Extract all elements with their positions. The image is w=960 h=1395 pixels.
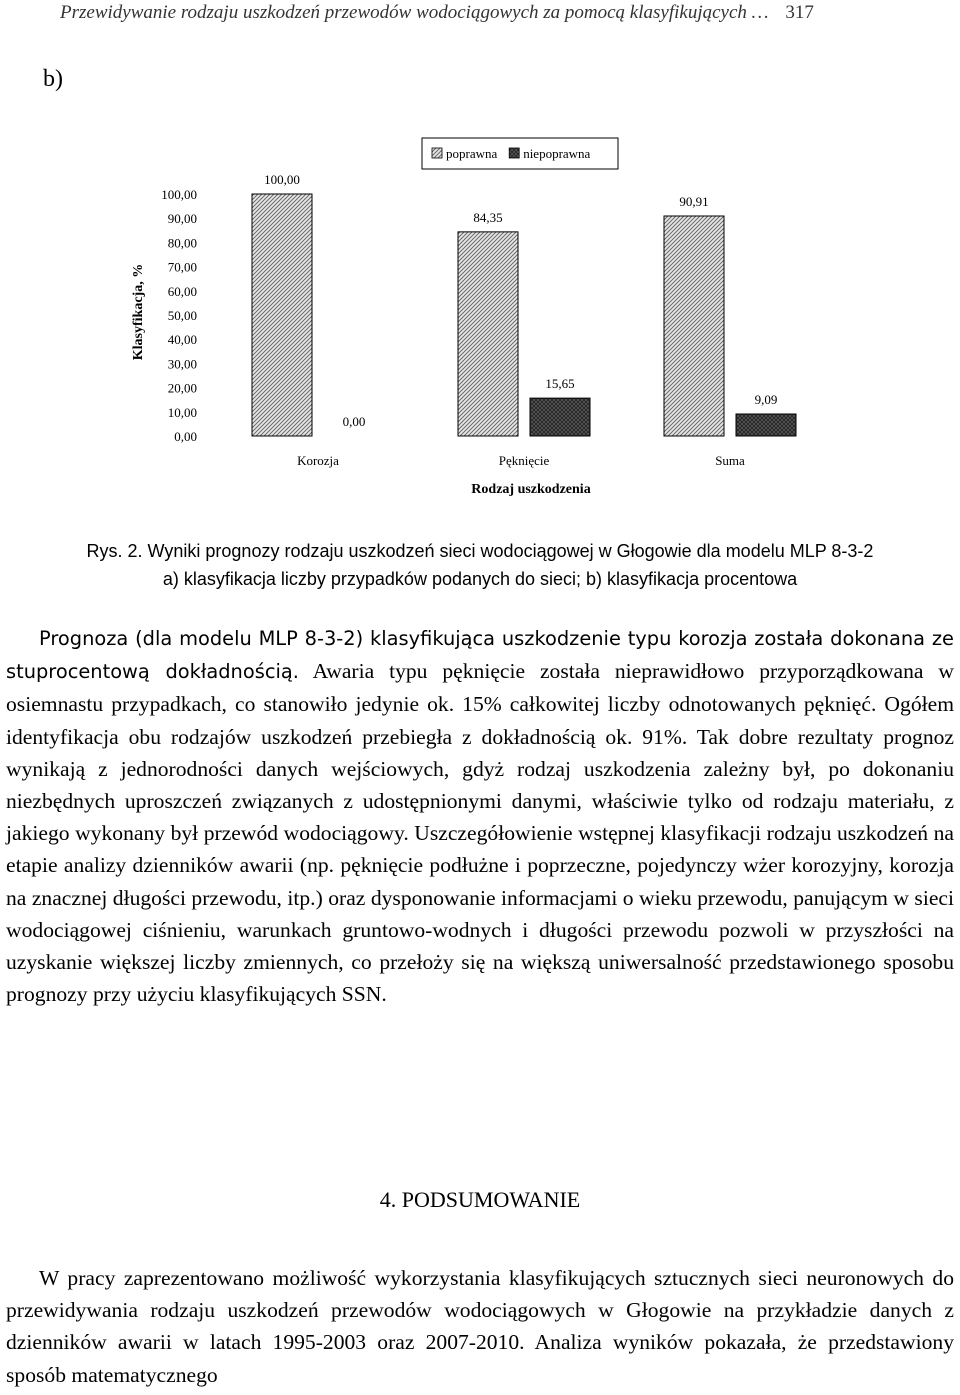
y-tick-label: 70,00 bbox=[167, 259, 197, 275]
x-tick-label: Suma bbox=[715, 453, 745, 468]
data-label: 84,35 bbox=[473, 209, 503, 225]
bar-niepoprawna-2 bbox=[736, 414, 796, 436]
x-axis-label: Rodzaj uszkodzenia bbox=[471, 482, 591, 497]
bar-poprawna-0 bbox=[252, 194, 312, 436]
section-heading: 4. PODSUMOWANIE bbox=[379, 1187, 581, 1212]
y-tick-label: 90,00 bbox=[167, 211, 197, 227]
y-tick-label: 40,00 bbox=[167, 332, 197, 348]
y-axis-label: Klasyfikacja, % bbox=[131, 263, 146, 361]
y-tick-label: 20,00 bbox=[167, 380, 197, 396]
data-label: 9,09 bbox=[754, 392, 778, 408]
page-number: 317 bbox=[785, 2, 814, 23]
data-label: 100,00 bbox=[264, 172, 300, 187]
figure-caption-line2: a) klasyfikacja liczby przypadków podanych do sieci; b) klasyfikacja procentowa bbox=[162, 569, 798, 589]
body-paragraph-1-sans-part: Prognoza (dla modelu MLP 8-3-2) klasyfikująca uszkodzenie typu korozja została dokonana ze stuprocentową dokładnością. bbox=[6, 627, 954, 684]
body-paragraph-1-serif-part: Awaria typu pęknięcie została nieprawidłowo przyporządkowana w osiemnastu przypadkach, co stanowiło jedynie ok. 15% całkowitej liczby odnotowanych pęknięć. Ogółem identyfikacja obu rodzajów uszkodzeń przebiegła z dokładnością ok. 91%. Tak dobre rezultaty prognoz wynikają z jednorodności danych wejściowych, gdyż rodzaj uszkodzenia zależny był, po dokonaniu niezbędnych uproszczeń związanych z udostępnionymi danymi, właściwie tylko od rodzaju materiału, z jakiego wykonany był przewód wodociągowy. Uszczegółowienie wstępnej klasyfikacji rodzaju uszkodzeń na etapie analizy dzienników awarii (np. pęknięcie podłużne i poprzeczne, pojedynczy wżer korozyjny, korozja na znacznej długości przewodu, itp.) oraz dysponowanie informacjami o wieku przewodu, panującym w sieci wodociągowej ciśnieniu, warunkach gruntowo-wodnych i długości przewodu pozwoli w przyszłości na uzyskanie większej liczby zmiennych, co przełoży się na większą uniwersalność przedstawionego sposobu prognozy przy użyciu klasyfikujących SSN. bbox=[6, 659, 954, 1007]
running-title: Przewidywanie rodzaju uszkodzeń przewodów wodociągowych za pomocą klasyfikujących … bbox=[60, 2, 769, 23]
legend-swatch-poprawna bbox=[432, 148, 442, 158]
x-tick-label: Korozja bbox=[297, 453, 339, 468]
bar-chart bbox=[0, 0, 960, 510]
panel-label: b) bbox=[43, 66, 63, 92]
bar-niepoprawna-1 bbox=[530, 398, 590, 436]
figure-caption-line1: Rys. 2. Wyniki prognozy rodzaju uszkodzeń sieci wodociągowej w Głogowie dla modelu MLP 8-3-2 bbox=[86, 541, 874, 561]
legend-swatch-niepoprawna bbox=[509, 148, 519, 158]
y-tick-label: 60,00 bbox=[167, 283, 197, 299]
y-tick-label: 30,00 bbox=[167, 356, 197, 372]
body-paragraph-2: W pracy zaprezentowano możliwość wykorzystania klasyfikujących sztucznych sieci neuronowych do przewidywania rodzaju uszkodzeń przewodów wodociągowych w Głogowie na przykładzie danych z dzienników awarii w latach 1995-2003 oraz 2007-2010. Analiza wyników pokazała, że przedstawiony sposób matematycznego bbox=[6, 1266, 954, 1387]
bar-poprawna-2 bbox=[664, 216, 724, 436]
legend-label-niepoprawna: niepoprawna bbox=[523, 146, 591, 161]
data-label: 90,91 bbox=[679, 193, 709, 209]
y-tick-label: 0,00 bbox=[174, 429, 197, 444]
y-tick-label: 100,00 bbox=[161, 187, 197, 202]
y-tick-label: 80,00 bbox=[167, 235, 197, 251]
data-label: 15,65 bbox=[545, 376, 575, 392]
data-label: 0,00 bbox=[342, 414, 366, 429]
body-paragraph-1 bbox=[6, 622, 954, 1010]
x-tick-label: Pęknięcie bbox=[498, 453, 550, 468]
bar-poprawna-1 bbox=[458, 232, 518, 436]
legend-label-poprawna: poprawna bbox=[446, 146, 498, 161]
y-tick-label: 50,00 bbox=[167, 308, 197, 323]
y-tick-label: 10,00 bbox=[167, 404, 197, 420]
